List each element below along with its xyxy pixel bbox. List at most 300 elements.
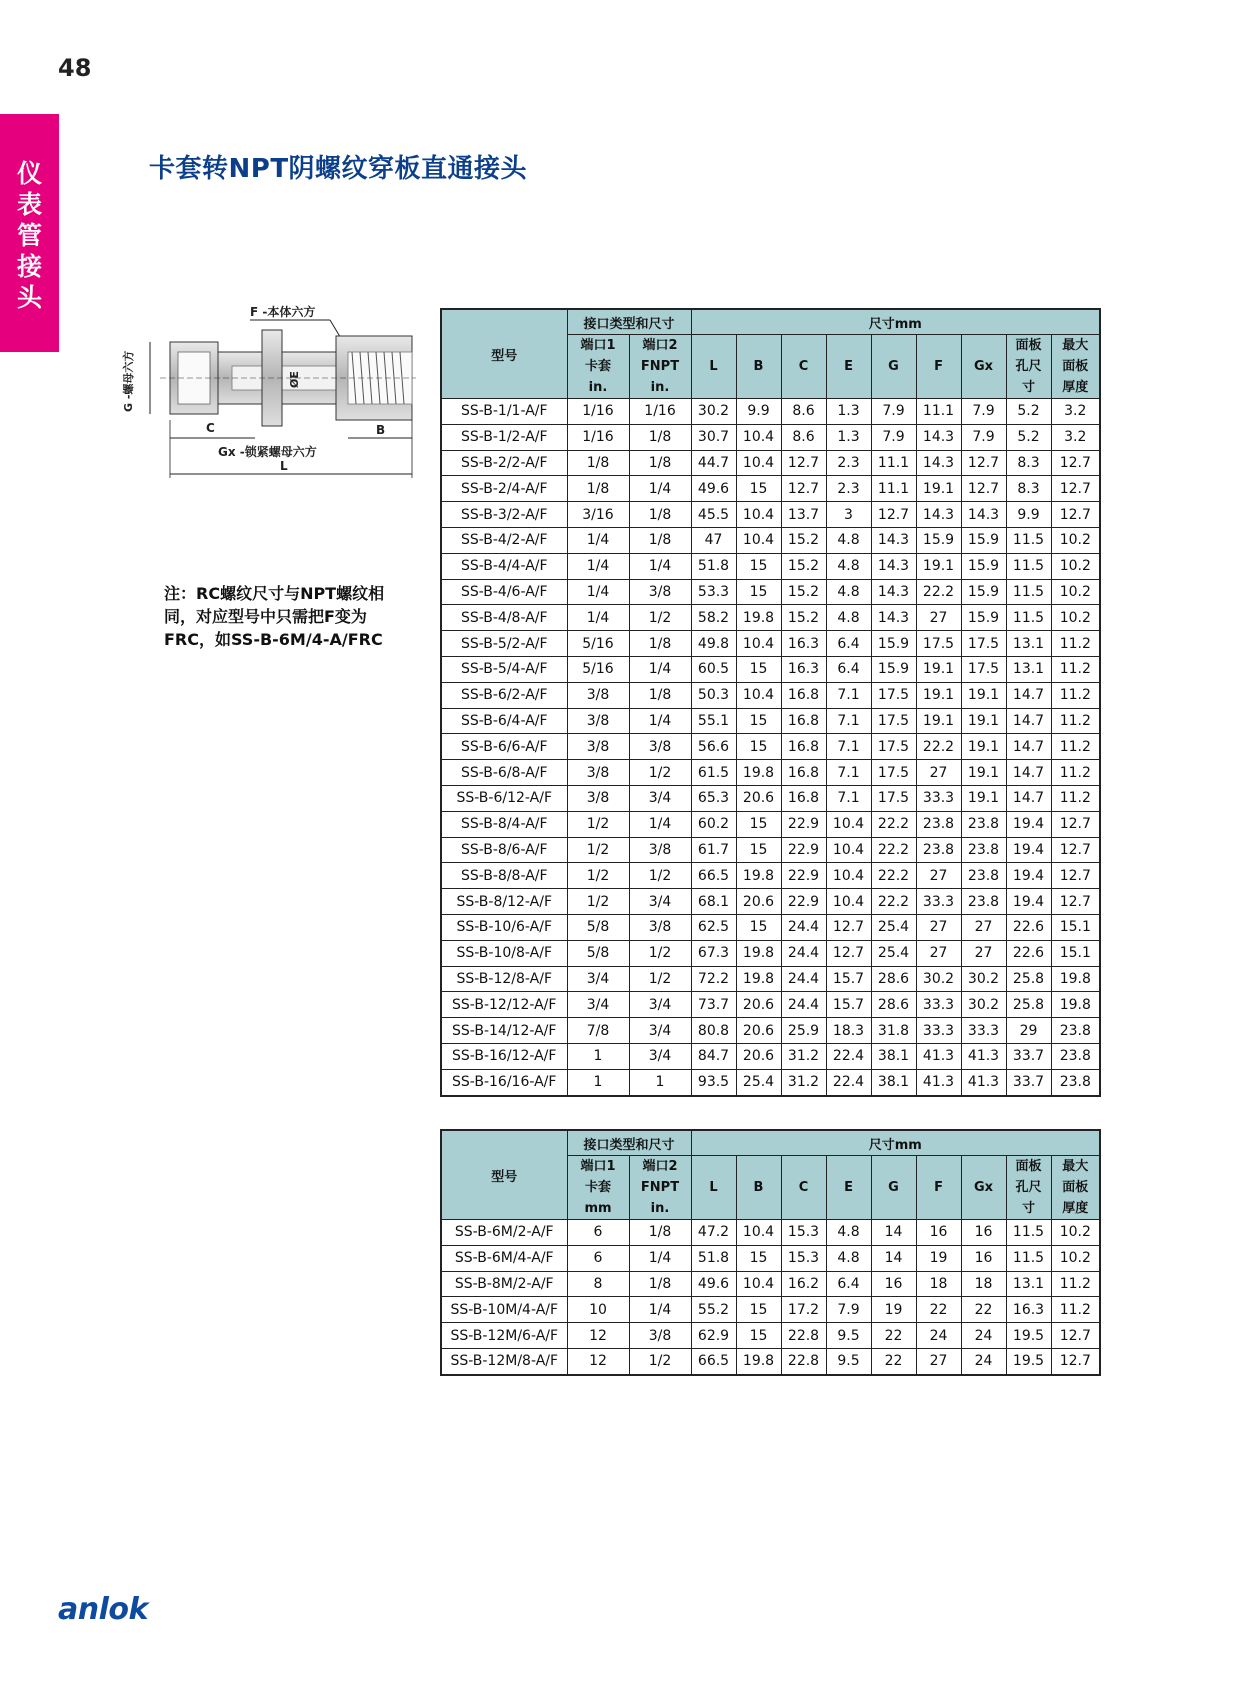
value-cell: 12 bbox=[567, 1323, 629, 1349]
value-cell: 1.3 bbox=[826, 424, 871, 450]
value-cell: 20.6 bbox=[736, 1018, 781, 1044]
value-cell: 47.2 bbox=[691, 1220, 736, 1246]
value-cell: 22.2 bbox=[916, 734, 961, 760]
page-title: 卡套转NPT阴螺纹穿板直通接头 bbox=[149, 154, 528, 184]
header-e: E bbox=[826, 335, 871, 399]
side-tab-char: 表 bbox=[16, 190, 42, 219]
value-cell: 12.7 bbox=[1051, 811, 1100, 837]
value-cell: 11.2 bbox=[1051, 708, 1100, 734]
value-cell: 8.3 bbox=[1006, 476, 1051, 502]
value-cell: 11.2 bbox=[1051, 1271, 1100, 1297]
label-gx: Gx -锁紧螺母六方 bbox=[218, 445, 317, 459]
model-cell: SS-B-6/4-A/F bbox=[441, 708, 567, 734]
value-cell: 19.8 bbox=[736, 863, 781, 889]
value-cell: 49.6 bbox=[691, 476, 736, 502]
model-cell: SS-B-10/8-A/F bbox=[441, 940, 567, 966]
table-row bbox=[441, 1018, 1100, 1044]
header-dim-group: 尺寸mm bbox=[691, 309, 1100, 335]
table-row bbox=[441, 1069, 1100, 1095]
value-cell: 27 bbox=[961, 940, 1006, 966]
value-cell: 24 bbox=[961, 1348, 1006, 1374]
value-cell: 1/8 bbox=[629, 424, 691, 450]
value-cell: 19.1 bbox=[916, 656, 961, 682]
value-cell: 1/4 bbox=[629, 553, 691, 579]
value-cell: 11.2 bbox=[1051, 734, 1100, 760]
header-panel-hole: 面板 孔尺 寸 bbox=[1006, 335, 1051, 399]
table-row bbox=[441, 553, 1100, 579]
header-gx: Gx bbox=[961, 335, 1006, 399]
value-cell: 15.1 bbox=[1051, 940, 1100, 966]
value-cell: 6.4 bbox=[826, 656, 871, 682]
value-cell: 19.1 bbox=[961, 785, 1006, 811]
value-cell: 10.4 bbox=[826, 837, 871, 863]
header-port2: 端口2 FNPT in. bbox=[629, 1156, 691, 1220]
value-cell: 22.9 bbox=[781, 889, 826, 915]
value-cell: 1/16 bbox=[567, 399, 629, 425]
value-cell: 12.7 bbox=[1051, 889, 1100, 915]
header-panel-thickness: 最大 面板 厚度 bbox=[1051, 335, 1100, 399]
value-cell: 19.8 bbox=[736, 1348, 781, 1374]
value-cell: 17.5 bbox=[871, 785, 916, 811]
value-cell: 19.1 bbox=[916, 682, 961, 708]
value-cell: 19.1 bbox=[916, 476, 961, 502]
value-cell: 15 bbox=[736, 579, 781, 605]
value-cell: 3.2 bbox=[1051, 399, 1100, 425]
value-cell: 16 bbox=[871, 1271, 916, 1297]
value-cell: 1 bbox=[629, 1069, 691, 1095]
value-cell: 22.4 bbox=[826, 1069, 871, 1095]
table-row bbox=[441, 837, 1100, 863]
value-cell: 14.7 bbox=[1006, 785, 1051, 811]
value-cell: 19.4 bbox=[1006, 811, 1051, 837]
value-cell: 20.6 bbox=[736, 889, 781, 915]
value-cell: 22.2 bbox=[871, 889, 916, 915]
header-b: B bbox=[736, 335, 781, 399]
table-row bbox=[441, 863, 1100, 889]
value-cell: 10.2 bbox=[1051, 605, 1100, 631]
value-cell: 4.8 bbox=[826, 1245, 871, 1271]
model-cell: SS-B-10/6-A/F bbox=[441, 914, 567, 940]
value-cell: 11.5 bbox=[1006, 1220, 1051, 1246]
table-row bbox=[441, 502, 1100, 528]
value-cell: 1/2 bbox=[567, 863, 629, 889]
value-cell: 60.5 bbox=[691, 656, 736, 682]
value-cell: 11.5 bbox=[1006, 579, 1051, 605]
model-cell: SS-B-10M/4-A/F bbox=[441, 1297, 567, 1323]
value-cell: 10.4 bbox=[736, 450, 781, 476]
value-cell: 18 bbox=[961, 1271, 1006, 1297]
model-cell: SS-B-12/12-A/F bbox=[441, 992, 567, 1018]
value-cell: 15.3 bbox=[781, 1245, 826, 1271]
value-cell: 14.3 bbox=[916, 424, 961, 450]
value-cell: 19.1 bbox=[916, 553, 961, 579]
value-cell: 6.4 bbox=[826, 631, 871, 657]
value-cell: 15.9 bbox=[961, 605, 1006, 631]
table-row bbox=[441, 1348, 1100, 1374]
value-cell: 10.2 bbox=[1051, 553, 1100, 579]
value-cell: 1/8 bbox=[629, 1271, 691, 1297]
value-cell: 19.1 bbox=[916, 708, 961, 734]
value-cell: 14.3 bbox=[871, 553, 916, 579]
value-cell: 27 bbox=[916, 1348, 961, 1374]
value-cell: 33.3 bbox=[961, 1018, 1006, 1044]
value-cell: 17.5 bbox=[871, 760, 916, 786]
value-cell: 19.8 bbox=[736, 760, 781, 786]
model-cell: SS-B-12M/8-A/F bbox=[441, 1348, 567, 1374]
value-cell: 4.8 bbox=[826, 605, 871, 631]
value-cell: 1 bbox=[567, 1069, 629, 1095]
value-cell: 1/2 bbox=[567, 889, 629, 915]
value-cell: 10.4 bbox=[826, 811, 871, 837]
page-number: 48 bbox=[58, 54, 92, 82]
value-cell: 3/16 bbox=[567, 502, 629, 528]
value-cell: 8.3 bbox=[1006, 450, 1051, 476]
value-cell: 20.6 bbox=[736, 1043, 781, 1069]
value-cell: 19.8 bbox=[1051, 992, 1100, 1018]
value-cell: 6.4 bbox=[826, 1271, 871, 1297]
value-cell: 4.8 bbox=[826, 1220, 871, 1246]
value-cell: 9.5 bbox=[826, 1348, 871, 1374]
model-cell: SS-B-8M/2-A/F bbox=[441, 1271, 567, 1297]
value-cell: 11.5 bbox=[1006, 553, 1051, 579]
model-cell: SS-B-16/16-A/F bbox=[441, 1069, 567, 1095]
value-cell: 2.3 bbox=[826, 450, 871, 476]
value-cell: 33.7 bbox=[1006, 1043, 1051, 1069]
value-cell: 14 bbox=[871, 1245, 916, 1271]
value-cell: 24 bbox=[916, 1323, 961, 1349]
header-l: L bbox=[691, 1156, 736, 1220]
table-row bbox=[441, 940, 1100, 966]
value-cell: 23.8 bbox=[916, 811, 961, 837]
table-row bbox=[441, 579, 1100, 605]
value-cell: 15.2 bbox=[781, 579, 826, 605]
value-cell: 3/4 bbox=[629, 992, 691, 1018]
header-c: C bbox=[781, 335, 826, 399]
value-cell: 33.3 bbox=[916, 889, 961, 915]
value-cell: 19.1 bbox=[961, 734, 1006, 760]
value-cell: 15 bbox=[736, 1245, 781, 1271]
value-cell: 1/8 bbox=[567, 450, 629, 476]
value-cell: 24.4 bbox=[781, 940, 826, 966]
model-cell: SS-B-4/8-A/F bbox=[441, 605, 567, 631]
value-cell: 7.1 bbox=[826, 682, 871, 708]
value-cell: 1/4 bbox=[567, 605, 629, 631]
value-cell: 12.7 bbox=[781, 450, 826, 476]
value-cell: 3/8 bbox=[567, 734, 629, 760]
value-cell: 3/8 bbox=[567, 682, 629, 708]
value-cell: 15.1 bbox=[1051, 914, 1100, 940]
value-cell: 17.2 bbox=[781, 1297, 826, 1323]
value-cell: 19.8 bbox=[736, 940, 781, 966]
value-cell: 72.2 bbox=[691, 966, 736, 992]
value-cell: 16 bbox=[961, 1220, 1006, 1246]
value-cell: 16.8 bbox=[781, 760, 826, 786]
value-cell: 3.2 bbox=[1051, 424, 1100, 450]
value-cell: 15.7 bbox=[826, 966, 871, 992]
value-cell: 10.4 bbox=[826, 889, 871, 915]
value-cell: 31.2 bbox=[781, 1043, 826, 1069]
brand-logo: anlok bbox=[58, 1592, 148, 1627]
value-cell: 4.8 bbox=[826, 553, 871, 579]
value-cell: 51.8 bbox=[691, 553, 736, 579]
value-cell: 1/2 bbox=[629, 863, 691, 889]
value-cell: 15.2 bbox=[781, 605, 826, 631]
value-cell: 12.7 bbox=[1051, 476, 1100, 502]
value-cell: 6 bbox=[567, 1245, 629, 1271]
value-cell: 15 bbox=[736, 1297, 781, 1323]
value-cell: 28.6 bbox=[871, 992, 916, 1018]
value-cell: 11.2 bbox=[1051, 1297, 1100, 1323]
value-cell: 28.6 bbox=[871, 966, 916, 992]
value-cell: 18 bbox=[916, 1271, 961, 1297]
value-cell: 23.8 bbox=[961, 837, 1006, 863]
model-cell: SS-B-8/6-A/F bbox=[441, 837, 567, 863]
value-cell: 53.3 bbox=[691, 579, 736, 605]
value-cell: 22.4 bbox=[826, 1043, 871, 1069]
table-row bbox=[441, 760, 1100, 786]
value-cell: 11.2 bbox=[1051, 785, 1100, 811]
value-cell: 11.2 bbox=[1051, 682, 1100, 708]
value-cell: 23.8 bbox=[961, 863, 1006, 889]
value-cell: 33.3 bbox=[916, 1018, 961, 1044]
value-cell: 1/4 bbox=[629, 708, 691, 734]
value-cell: 93.5 bbox=[691, 1069, 736, 1095]
value-cell: 1/2 bbox=[629, 1348, 691, 1374]
model-cell: SS-B-8/8-A/F bbox=[441, 863, 567, 889]
header-f: F bbox=[916, 1156, 961, 1220]
value-cell: 1/2 bbox=[567, 837, 629, 863]
value-cell: 25.8 bbox=[1006, 992, 1051, 1018]
value-cell: 11.5 bbox=[1006, 527, 1051, 553]
table-row bbox=[441, 1043, 1100, 1069]
table-row bbox=[441, 450, 1100, 476]
value-cell: 22.2 bbox=[871, 837, 916, 863]
value-cell: 3/8 bbox=[629, 579, 691, 605]
value-cell: 7.9 bbox=[871, 424, 916, 450]
value-cell: 15.2 bbox=[781, 553, 826, 579]
value-cell: 65.3 bbox=[691, 785, 736, 811]
value-cell: 27 bbox=[916, 914, 961, 940]
value-cell: 5/16 bbox=[567, 656, 629, 682]
value-cell: 19.5 bbox=[1006, 1348, 1051, 1374]
value-cell: 22.2 bbox=[871, 863, 916, 889]
table-row bbox=[441, 399, 1100, 425]
value-cell: 5/8 bbox=[567, 914, 629, 940]
value-cell: 14.3 bbox=[916, 450, 961, 476]
value-cell: 24 bbox=[961, 1323, 1006, 1349]
value-cell: 14.3 bbox=[871, 527, 916, 553]
table-row bbox=[441, 785, 1100, 811]
value-cell: 11.5 bbox=[1006, 605, 1051, 631]
model-cell: SS-B-6/6-A/F bbox=[441, 734, 567, 760]
value-cell: 56.6 bbox=[691, 734, 736, 760]
value-cell: 12.7 bbox=[1051, 1348, 1100, 1374]
value-cell: 17.5 bbox=[916, 631, 961, 657]
model-cell: SS-B-2/4-A/F bbox=[441, 476, 567, 502]
label-g: G -螺母六方 bbox=[122, 350, 135, 412]
value-cell: 14 bbox=[871, 1220, 916, 1246]
value-cell: 15.9 bbox=[961, 553, 1006, 579]
value-cell: 30.7 bbox=[691, 424, 736, 450]
value-cell: 16.8 bbox=[781, 734, 826, 760]
header-c: C bbox=[781, 1156, 826, 1220]
value-cell: 1/4 bbox=[567, 579, 629, 605]
value-cell: 15 bbox=[736, 734, 781, 760]
value-cell: 24.4 bbox=[781, 992, 826, 1018]
value-cell: 7.1 bbox=[826, 734, 871, 760]
value-cell: 19.4 bbox=[1006, 889, 1051, 915]
value-cell: 14.7 bbox=[1006, 760, 1051, 786]
value-cell: 12.7 bbox=[871, 502, 916, 528]
header-port1: 端口1 卡套 mm bbox=[567, 1156, 629, 1220]
header-panel-thickness: 最大 面板 厚度 bbox=[1051, 1156, 1100, 1220]
value-cell: 1/16 bbox=[567, 424, 629, 450]
value-cell: 19 bbox=[871, 1297, 916, 1323]
value-cell: 22.6 bbox=[1006, 914, 1051, 940]
value-cell: 62.5 bbox=[691, 914, 736, 940]
model-cell: SS-B-4/6-A/F bbox=[441, 579, 567, 605]
value-cell: 19.8 bbox=[736, 966, 781, 992]
label-f: F -本体六方 bbox=[250, 305, 316, 319]
value-cell: 15 bbox=[736, 708, 781, 734]
value-cell: 1/4 bbox=[567, 553, 629, 579]
value-cell: 1/8 bbox=[629, 450, 691, 476]
model-cell: SS-B-1/2-A/F bbox=[441, 424, 567, 450]
value-cell: 3/8 bbox=[629, 1323, 691, 1349]
value-cell: 22.2 bbox=[916, 579, 961, 605]
value-cell: 4.8 bbox=[826, 527, 871, 553]
value-cell: 16.2 bbox=[781, 1271, 826, 1297]
value-cell: 7.9 bbox=[871, 399, 916, 425]
model-cell: SS-B-12M/6-A/F bbox=[441, 1323, 567, 1349]
value-cell: 62.9 bbox=[691, 1323, 736, 1349]
value-cell: 3 bbox=[826, 502, 871, 528]
header-model: 型号 bbox=[441, 1130, 567, 1220]
table-row bbox=[441, 1323, 1100, 1349]
value-cell: 3/8 bbox=[567, 708, 629, 734]
value-cell: 12.7 bbox=[1051, 502, 1100, 528]
value-cell: 1/4 bbox=[629, 811, 691, 837]
value-cell: 23.8 bbox=[1051, 1069, 1100, 1095]
table-row bbox=[441, 424, 1100, 450]
value-cell: 49.6 bbox=[691, 1271, 736, 1297]
label-b: B bbox=[376, 423, 386, 437]
table-body bbox=[441, 1220, 1100, 1375]
value-cell: 12.7 bbox=[1051, 837, 1100, 863]
value-cell: 1/8 bbox=[629, 502, 691, 528]
table-row bbox=[441, 1271, 1100, 1297]
value-cell: 15 bbox=[736, 837, 781, 863]
value-cell: 11.5 bbox=[1006, 1245, 1051, 1271]
value-cell: 7.1 bbox=[826, 760, 871, 786]
value-cell: 33.3 bbox=[916, 992, 961, 1018]
value-cell: 14.3 bbox=[961, 502, 1006, 528]
value-cell: 15.9 bbox=[961, 527, 1006, 553]
value-cell: 16 bbox=[961, 1245, 1006, 1271]
value-cell: 13.1 bbox=[1006, 631, 1051, 657]
spec-table-metric bbox=[440, 1129, 1101, 1376]
value-cell: 25.9 bbox=[781, 1018, 826, 1044]
value-cell: 15.7 bbox=[826, 992, 871, 1018]
value-cell: 12 bbox=[567, 1348, 629, 1374]
value-cell: 58.2 bbox=[691, 605, 736, 631]
value-cell: 9.5 bbox=[826, 1323, 871, 1349]
value-cell: 1/4 bbox=[629, 656, 691, 682]
value-cell: 15.9 bbox=[871, 631, 916, 657]
value-cell: 11.1 bbox=[871, 476, 916, 502]
value-cell: 13.1 bbox=[1006, 1271, 1051, 1297]
value-cell: 15 bbox=[736, 811, 781, 837]
value-cell: 3/8 bbox=[567, 760, 629, 786]
table-row bbox=[441, 476, 1100, 502]
header-g: G bbox=[871, 1156, 916, 1220]
value-cell: 25.4 bbox=[871, 940, 916, 966]
value-cell: 10 bbox=[567, 1297, 629, 1323]
table-row bbox=[441, 811, 1100, 837]
value-cell: 19.4 bbox=[1006, 863, 1051, 889]
model-cell: SS-B-14/12-A/F bbox=[441, 1018, 567, 1044]
model-cell: SS-B-6/12-A/F bbox=[441, 785, 567, 811]
value-cell: 11.1 bbox=[916, 399, 961, 425]
value-cell: 23.8 bbox=[916, 837, 961, 863]
table-row bbox=[441, 605, 1100, 631]
value-cell: 22.9 bbox=[781, 837, 826, 863]
table-row bbox=[441, 1220, 1100, 1246]
value-cell: 1.3 bbox=[826, 399, 871, 425]
value-cell: 17.5 bbox=[961, 631, 1006, 657]
model-cell: SS-B-4/4-A/F bbox=[441, 553, 567, 579]
value-cell: 1/4 bbox=[629, 1245, 691, 1271]
value-cell: 15.9 bbox=[961, 579, 1006, 605]
value-cell: 3/4 bbox=[629, 1018, 691, 1044]
label-oe: ØE bbox=[288, 371, 301, 388]
value-cell: 68.1 bbox=[691, 889, 736, 915]
value-cell: 1/8 bbox=[629, 1220, 691, 1246]
header-l: L bbox=[691, 335, 736, 399]
side-tab-char: 仪 bbox=[16, 159, 42, 188]
table-row bbox=[441, 656, 1100, 682]
value-cell: 1/8 bbox=[629, 631, 691, 657]
value-cell: 19.4 bbox=[1006, 837, 1051, 863]
value-cell: 17.5 bbox=[871, 708, 916, 734]
value-cell: 16.3 bbox=[1006, 1297, 1051, 1323]
value-cell: 84.7 bbox=[691, 1043, 736, 1069]
value-cell: 10.2 bbox=[1051, 1245, 1100, 1271]
value-cell: 12.7 bbox=[826, 914, 871, 940]
value-cell: 30.2 bbox=[916, 966, 961, 992]
value-cell: 6 bbox=[567, 1220, 629, 1246]
header-f: F bbox=[916, 335, 961, 399]
value-cell: 14.7 bbox=[1006, 708, 1051, 734]
value-cell: 22.8 bbox=[781, 1348, 826, 1374]
value-cell: 15.9 bbox=[916, 527, 961, 553]
value-cell: 1/8 bbox=[629, 527, 691, 553]
value-cell: 3/4 bbox=[629, 1043, 691, 1069]
model-cell: SS-B-6M/2-A/F bbox=[441, 1220, 567, 1246]
value-cell: 11.2 bbox=[1051, 656, 1100, 682]
value-cell: 12.7 bbox=[826, 940, 871, 966]
value-cell: 8.6 bbox=[781, 424, 826, 450]
value-cell: 7/8 bbox=[567, 1018, 629, 1044]
value-cell: 15 bbox=[736, 476, 781, 502]
header-e: E bbox=[826, 1156, 871, 1220]
value-cell: 22.9 bbox=[781, 863, 826, 889]
model-cell: SS-B-12/8-A/F bbox=[441, 966, 567, 992]
value-cell: 15 bbox=[736, 553, 781, 579]
table-body bbox=[441, 399, 1100, 1096]
value-cell: 20.6 bbox=[736, 992, 781, 1018]
value-cell: 4.8 bbox=[826, 579, 871, 605]
